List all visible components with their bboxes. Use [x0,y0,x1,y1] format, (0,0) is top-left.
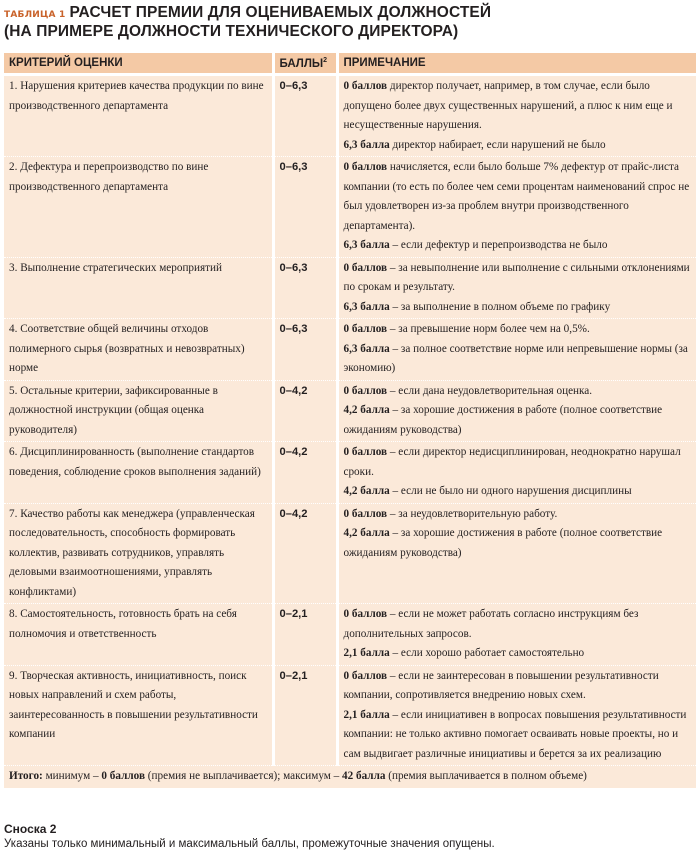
note-points: 0 баллов [343,446,388,458]
criterion-cell: 7. Качество работы как менеджера (управленческая последовательность, способность формировать коллектив, развивать сотрудников, управлять деловыми взаимоотношениями, управлять конфликтами) [4,503,273,604]
table-row [4,319,696,381]
table-row [4,503,696,604]
table-row [4,75,696,157]
column-header-note: ПРИМЕЧАНИЕ [337,53,696,75]
note-points: 6,3 балла [343,239,390,251]
score-cell: 0–6,3 [273,319,337,381]
criterion-cell: 3. Выполнение стратегических мероприятий [4,257,273,319]
note-cell [337,257,696,319]
note-text: – если инициативен в вопросах повышения результативности компании: не только активно помогает осваивать новые проекты, но и сам выдвигает различные инициативы и берется за их реализацию [343,708,687,760]
note-line [344,644,692,664]
note-text: директор получает, например, в том случае, если было допущено более двух существенных нарушений, а плюс к ним еще и несущественные нарушения. [343,80,673,131]
note-points: 2,1 балла [343,708,390,721]
note-text: начисляется, если было больше 7% дефектур от прайс-листа компании (то есть по более чем семи процентам наименований спрос не был удовлетворен из-за проблем внутри производственного департамента). [343,161,690,232]
note-line [344,298,692,318]
score-cell: 0–4,2 [273,503,337,604]
note-cell [337,665,696,766]
total-max: 42 балла [342,770,386,782]
table-subtitle: (НА ПРИМЕРЕ ДОЛЖНОСТИ ТЕХНИЧЕСКОГО ДИРЕКТОРА) [4,23,459,40]
table-row [4,665,696,766]
note-line [344,524,692,563]
criterion-cell: 5. Остальные критерии, зафиксированные в должностной инструкции (общая оценка руководителя) [4,380,273,442]
score-header-label: БАЛЛЫ [279,57,324,70]
note-text: – за полное соответствие норме или непревышение нормы (за экономию) [343,342,688,374]
note-line [344,401,692,440]
note-line [344,667,692,706]
note-text: – если не может работать согласно инструкциям без дополнительных запросов. [343,608,639,640]
table-tag: ТАБЛИЦА 1 [4,10,66,20]
criterion-cell: 2. Дефектура и перепроизводство по вине производственного департамента [4,157,273,258]
footnote [4,822,696,850]
note-text: – за неудовлетворительную работу. [387,507,558,520]
score-cell: 0–6,3 [273,257,337,319]
note-points: 6,3 балла [343,342,390,355]
note-text: – если дефектур и перепроизводства не было [389,239,608,251]
note-line [344,77,692,136]
note-cell [337,157,696,258]
note-text: – за невыполнение или выполнение с сильными отклонениями по срокам и результату. [343,261,690,293]
note-text: – если хорошо работает самостоятельно [389,647,585,659]
note-points: 0 баллов [343,161,388,173]
total-text-3: (премия выплачивается в полном объеме) [385,770,587,782]
criterion-cell: 4. Соответствие общей величины отходов полимерного сырья (возвратных и невозвратных) норме [4,319,273,381]
score-cell: 0–6,3 [273,157,337,258]
column-header-criterion: КРИТЕРИЙ ОЦЕНКИ [4,53,273,75]
column-header-score [273,53,337,75]
note-line [344,505,692,525]
header-row [4,53,696,75]
note-points: 0 баллов [343,384,388,397]
note-text: – за хорошие достижения в работе (полное соответствие ожиданиям руководства) [343,527,663,559]
note-line [344,259,692,298]
note-points: 4,2 балла [343,527,390,539]
table-row [4,157,696,258]
note-text: – если дана неудовлетворительная оценка. [387,384,593,397]
note-text: – за выполнение в полном объеме по графику [389,300,611,313]
title-line [4,4,696,22]
note-points: 0 баллов [343,80,388,92]
footnote-title: Сноска 2 [4,822,57,836]
note-text: – если директор недисциплинирован, неоднократно нарушал сроки. [343,446,681,478]
note-points: 0 баллов [343,608,388,620]
note-line [344,605,692,644]
table-row [4,380,696,442]
note-text: – за хорошие достижения в работе (полное соответствие ожиданиям руководства) [343,404,663,436]
note-points: 4,2 балла [343,404,390,416]
note-line [344,158,692,236]
note-line [344,706,692,765]
note-line [344,382,692,402]
criterion-cell: 1. Нарушения критериев качества продукции по вине производственного департамента [4,75,273,157]
note-text: директор набирает, если нарушений не было [389,138,606,151]
footnote-text: Указаны только минимальный и максимальный баллы, промежуточные значения опущены. [4,838,495,850]
note-points: 0 баллов [343,669,388,682]
note-text: – если не заинтересован в повышении результативности компании, сопротивляется внедрению новых схем. [343,669,659,701]
score-cell: 0–6,3 [273,75,337,157]
note-cell [337,604,696,666]
note-points: 2,1 балла [343,647,390,659]
table-row [4,442,696,504]
total-cell [4,766,696,789]
bonus-table [4,53,696,789]
note-line [344,136,692,156]
note-cell [337,319,696,381]
note-line [344,236,692,256]
table-heading [4,4,696,41]
total-row [4,766,696,789]
note-line [344,443,692,482]
note-cell [337,75,696,157]
note-cell [337,442,696,504]
note-points: 0 баллов [343,261,388,274]
table-row [4,257,696,319]
table-row [4,604,696,666]
note-points: 0 баллов [343,323,388,335]
note-text: – если не было ни одного нарушения дисциплины [389,485,632,497]
total-min: 0 баллов [101,770,145,782]
note-points: 6,3 балла [343,300,390,313]
table-title: РАСЧЕТ ПРЕМИИ ДЛЯ ОЦЕНИВАЕМЫХ ДОЛЖНОСТЕЙ [69,4,492,21]
criterion-cell: 8. Самостоятельность, готовность брать на себя полномочия и ответственность [4,604,273,666]
score-cell: 0–4,2 [273,380,337,442]
footnote-ref: 2 [323,56,328,64]
score-cell: 0–2,1 [273,604,337,666]
note-points: 4,2 балла [343,485,390,497]
score-cell: 0–4,2 [273,442,337,504]
total-text-2: (премия не выплачивается); максимум – [145,770,343,782]
total-text-1: минимум – [42,770,102,782]
criterion-cell: 9. Творческая активность, инициативность, поиск новых направлений и схем работы, заинтересованность в повышении результативности компании [4,665,273,766]
note-points: 6,3 балла [343,138,390,151]
note-line [344,340,692,379]
score-cell: 0–2,1 [273,665,337,766]
note-points: 0 баллов [343,507,388,520]
criterion-cell: 6. Дисциплинированность (выполнение стандартов поведения, соблюдение сроков выполнения заданий) [4,442,273,504]
note-text: – за превышение норм более чем на 0,5%. [387,323,590,335]
note-line [344,482,692,502]
note-cell [337,503,696,604]
note-line [344,320,692,340]
note-cell [337,380,696,442]
total-label: Итого: [9,770,43,782]
